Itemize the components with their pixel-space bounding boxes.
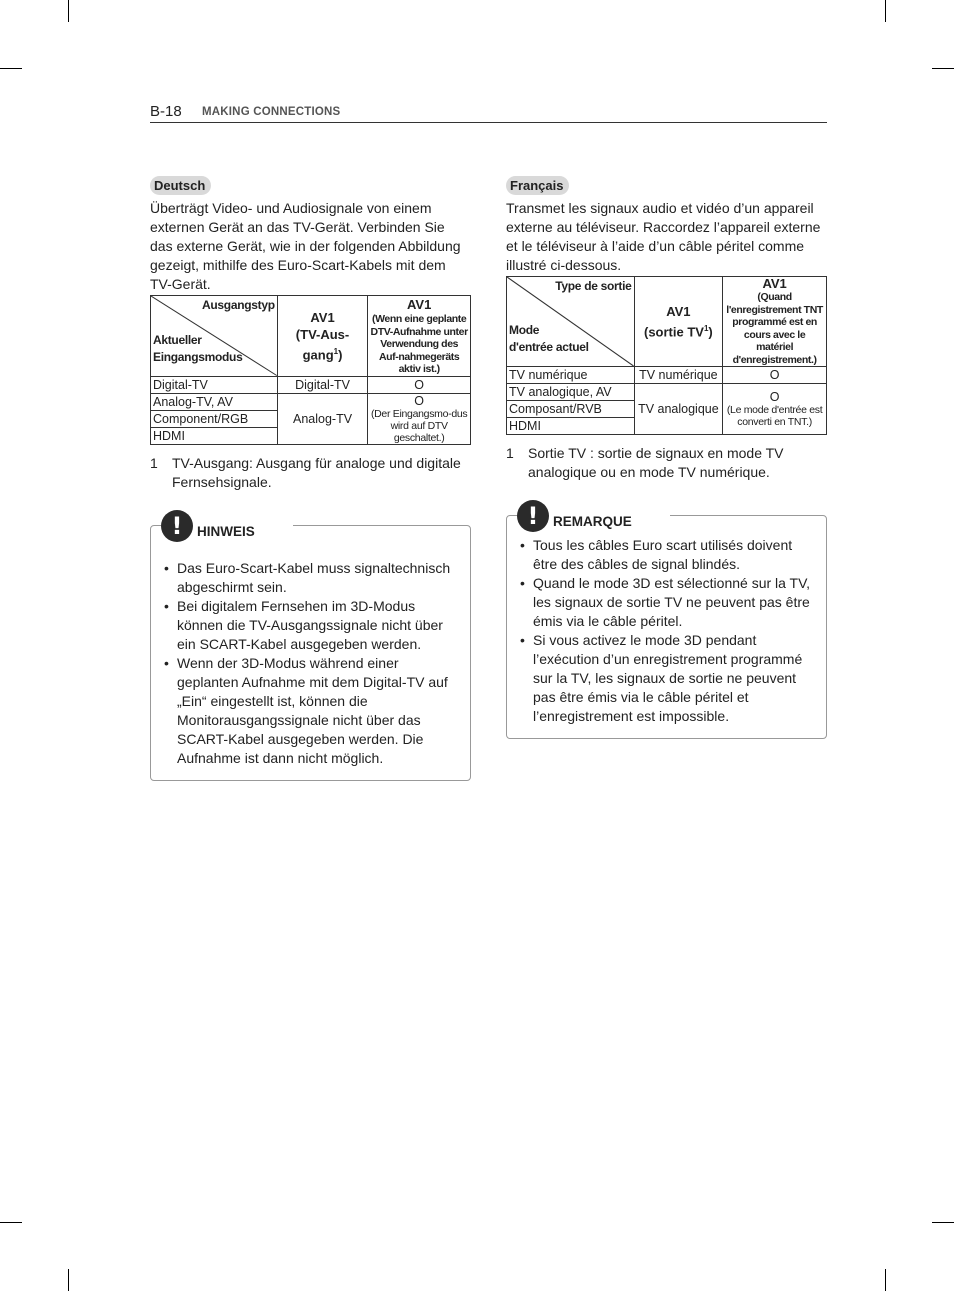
column-header-av1-tv-out: AV1 (TV-Aus- gang$^1$): [277, 296, 368, 377]
input-mode-label: Mode d'entrée actuel: [509, 323, 589, 354]
table-row-label: TV analogique, AV: [507, 384, 635, 401]
column-header-av1-recording: AV1 (Quand l'enregistrement TNT programmé est en cours avec le matériel d'enregistrement.): [723, 277, 827, 367]
crop-mark: [932, 68, 954, 69]
page-header: [150, 103, 827, 123]
table-cell: O (Der Eingangsmo-dus wird auf DTV geschaltet.): [368, 393, 471, 444]
section-title: MAKING CONNECTIONS: [202, 106, 341, 118]
page-number: B-18: [150, 103, 182, 120]
crop-mark: [0, 68, 22, 69]
table-cell: O (Le mode d'entrée est converti en TNT.): [723, 384, 827, 435]
exclamation-icon: !: [517, 500, 549, 532]
crop-mark: [68, 0, 69, 22]
language-badge-deutsch: Deutsch: [150, 176, 211, 195]
exclamation-icon: !: [161, 510, 193, 542]
table-row-label: Analog-TV, AV: [151, 393, 278, 410]
table-cell: TV analogique: [634, 384, 723, 435]
table-cell: O: [723, 367, 827, 384]
note-box-hinweis: [150, 511, 471, 781]
crop-mark: [885, 0, 886, 22]
footnote: 1 TV-Ausgang: Ausgang für analoge und digitale Fernsehsignale.: [150, 454, 461, 490]
note-title: HINWEIS: [197, 523, 255, 539]
note-list: [507, 516, 826, 738]
crop-mark: [0, 1222, 22, 1223]
table-row-label: Composant/RVB: [507, 401, 635, 418]
connection-table: [150, 295, 471, 445]
francais-column: [506, 176, 827, 739]
table-cell: Digital-TV: [277, 376, 368, 393]
list-item: • Si vous activez le mode 3D pendant l’exécution d’un enregistrement programmé sur la TV, les signaux de sortie ne peuvent pas être émis via le câble péritel et l’enregistrement est impossible.: [533, 631, 814, 726]
input-mode-label: Aktueller Eingangsmodus: [153, 332, 243, 364]
deutsch-column: [150, 176, 471, 781]
crop-mark: [885, 1269, 886, 1291]
table-corner-header: [151, 296, 278, 377]
list-item: • Das Euro-Scart-Kabel muss signaltechnisch abgeschirmt sein.: [177, 559, 458, 597]
table-row-label: Component/RGB: [151, 410, 278, 427]
intro-text: Transmet les signaux audio et vidéo d’un appareil externe au téléviseur. Raccordez l’appareil externe et le téléviseur à l’aide d’un câble péritel comme illustré ci-dessous.: [506, 200, 821, 273]
connection-table: [506, 276, 827, 435]
list-item: • Quand le mode 3D est sélectionné sur la TV, les signaux de sortie TV ne peuvent pas être émis via le câble péritel.: [533, 574, 814, 631]
crop-mark: [932, 1222, 954, 1223]
table-corner-header: [507, 277, 635, 367]
footnote: 1 Sortie TV : sortie de signaux en mode TV analogique ou en mode TV numérique.: [506, 445, 784, 480]
table-row-label: HDMI: [507, 418, 635, 435]
list-item: • Wenn der 3D-Modus während einer geplanten Aufnahme mit dem Digital-TV auf „Ein“ eingestellt ist, können die Monitorausgangssignale nicht über das SCART-Kabel ausgegeben werden. Die Aufnahme ist dann nicht möglich.: [177, 654, 458, 768]
note-title: REMARQUE: [553, 514, 632, 529]
output-type-label: Ausgangstyp: [202, 298, 275, 312]
list-item: • Bei digitalem Fernsehen im 3D-Modus können die TV-Ausgangssignale nicht über ein SCART-Kabel ausgegeben werden.: [177, 597, 458, 654]
table-cell: Analog-TV: [277, 393, 368, 444]
table-cell: O: [368, 376, 471, 393]
table-row-label: TV numérique: [507, 367, 635, 384]
output-type-label: Type de sortie: [555, 279, 632, 293]
list-item: • Tous les câbles Euro scart utilisés doivent être des câbles de signal blindés.: [533, 536, 814, 574]
intro-text: Überträgt Video- und Audiosignale von einem externen Gerät an das TV-Gerät. Verbinden Sie das externe Gerät, wie in der folgenden Abbildung gezeigt, mithilfe des Euro-Scart-Kabels mit dem TV-Gerät.: [150, 200, 461, 292]
note-box-remarque: [506, 502, 827, 739]
table-row-label: HDMI: [151, 427, 278, 444]
note-list: [151, 523, 470, 780]
language-badge-francais: Français: [506, 176, 569, 195]
column-header-av1-recording: AV1 (Wenn eine geplante DTV-Aufnahme unter Verwendung des Auf-nahmegeräts aktiv ist.): [368, 296, 471, 377]
column-header-av1-tv-out: AV1 (sortie $TV^1$): [634, 277, 723, 367]
crop-mark: [68, 1269, 69, 1291]
table-row-label: Digital-TV: [151, 376, 278, 393]
table-cell: TV numérique: [634, 367, 723, 384]
